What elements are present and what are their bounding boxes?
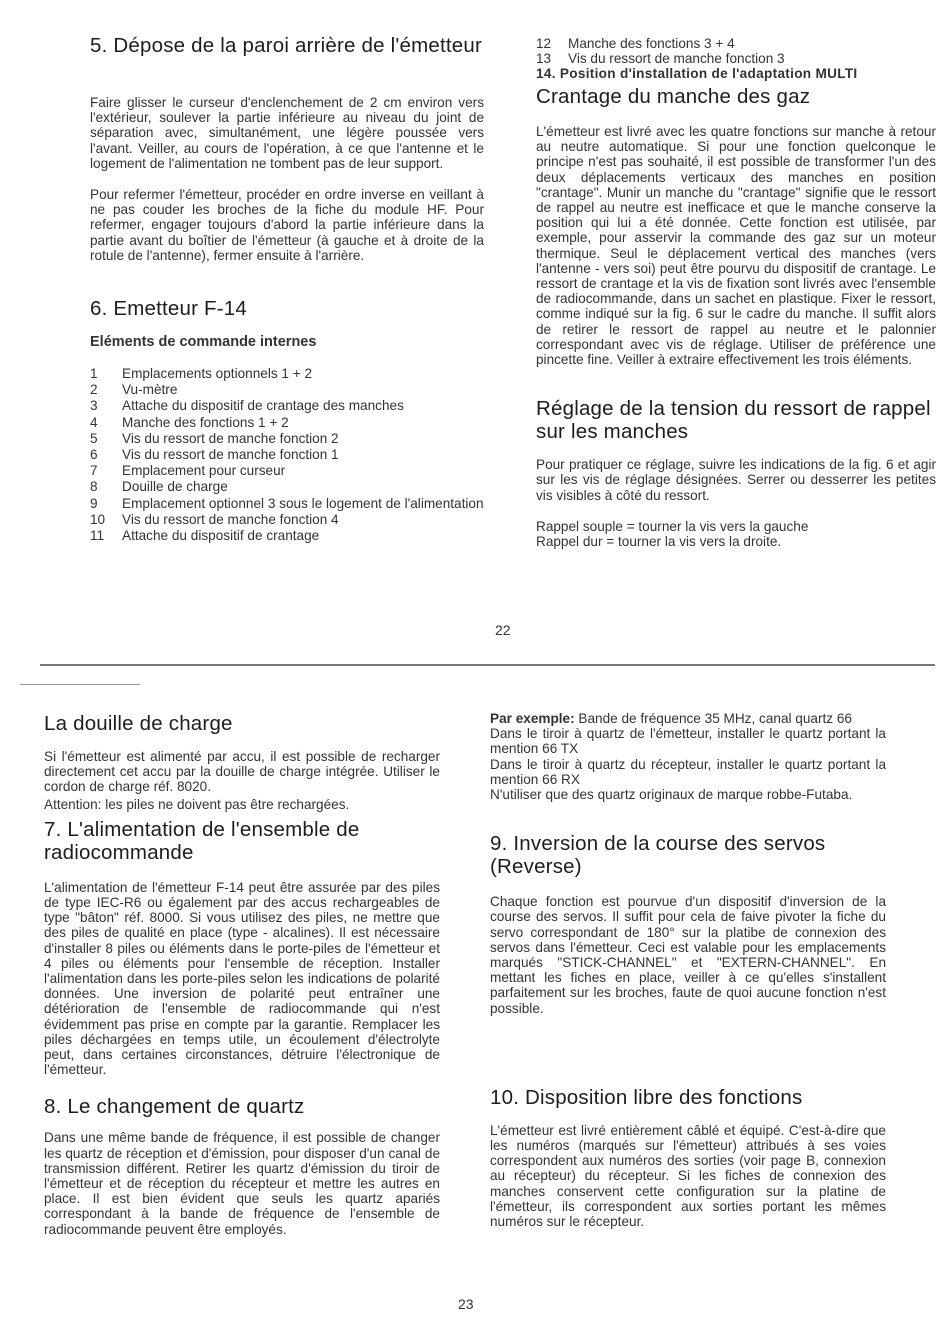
reglage-hard: Rappel dur = tourner la vis vers la droite. <box>536 534 782 550</box>
list-item <box>90 496 484 512</box>
list-item-number: 4 <box>90 414 98 430</box>
crantage-title: Crantage du manche des gaz <box>536 85 811 108</box>
list-item-text: Vis du ressort de manche fonction 1 <box>122 447 339 463</box>
list-item-text: Manche des fonctions 3 + 4 <box>568 36 735 51</box>
list-item-number: 13 <box>536 51 552 66</box>
list-item-number: 9 <box>90 495 98 511</box>
list-item-text: Emplacement pour curseur <box>122 463 286 479</box>
section-6-subtitle: Eléments de commande internes <box>90 334 317 351</box>
list-item <box>90 366 484 382</box>
internal-controls-list-continued <box>536 36 936 66</box>
section-5-paragraph-1: Faire glisser le curseur d'enclenchement de 2 cm environ vers l'extérieur, soulever la partie inférieure au niveau du joint de séparation avec, simultanément, une légère poussée vers l'avant. Veiller, au cours de l'opération, à ce que l'antenne et le logement de l'alimentation ne tombent pas de leur support. <box>90 95 484 171</box>
item-14-heading: 14. Position d'installation de l'adaptation MULTI <box>536 66 858 81</box>
list-item <box>90 398 484 414</box>
section-8-title: 8. Le changement de quartz <box>44 1095 305 1119</box>
list-item-text: Emplacements optionnels 1 + 2 <box>122 366 313 382</box>
section-8-paragraph: Dans une même bande de fréquence, il est possible de changer les quartz de réception et d'émission, pour disposer d'un canal de transmission différent. Retirer les quartz d'émission du tiroir de l'émetteur et de réception du récepteur et mettre les autres en place. Il est bien évident que seuls les quartz apariés correspondant à la bande de fréquence de l'ensemble de radiocommande peuvent être employés. <box>44 1130 440 1237</box>
list-item-text: Attache du dispositif de crantage des manches <box>122 398 404 414</box>
list-item-number: 8 <box>90 479 98 495</box>
list-item-text: Douille de charge <box>122 479 228 495</box>
list-item-number: 3 <box>90 398 98 414</box>
bottom-right-column <box>490 711 886 1229</box>
internal-controls-list <box>90 366 484 544</box>
list-item-text: Vis du ressort de manche fonction 3 <box>568 51 785 66</box>
reglage-soft: Rappel souple = tourner la vis vers la gauche <box>536 518 809 534</box>
top-left-column <box>90 34 484 544</box>
douille-attention: Attention: les piles ne doivent pas être rechargées. <box>44 796 350 812</box>
example-label: Par exemple: <box>490 711 575 726</box>
example-line-2: Dans le tiroir à quartz de l'émetteur, installer le quartz portant la mention 66 TX <box>490 726 886 757</box>
list-item-number: 1 <box>90 366 98 382</box>
list-item <box>90 431 484 447</box>
list-item-text: Manche des fonctions 1 + 2 <box>122 414 289 430</box>
section-5-paragraph-2: Pour refermer l'émetteur, procéder en ordre inverse en veillant à ne pas couder les broches de la fiche du module HF. Pour refermer, engager toujours d'abord la partie inférieure dans la partie avant du boîtier de l'émetteur (à gauche et à droite de la rotule de l'antenne), fermer ensuite à l'arrière. <box>90 187 484 263</box>
list-item <box>90 512 484 528</box>
crantage-paragraph: L'émetteur est livré avec les quatre fonctions sur manche à retour au neutre automatique. Si pour une fonction quelconque le principe n'est pas souhaité, il est possible de transformer l'un des deux déplacements verticaux des manches en position "crantage". Munir un manche du "crantage" signifie que le ressort de rappel au neutre est inefficace et que le manche conserve la position qui lui a été donnée. Cette fonction est utilisée, par exemple, pour asservir la commande des gaz sur un moteur thermique. Seul le déplacement vertical des manches (vers l'antenne - vers soi) peut être pourvu du dispositif de crantage. Le ressort de crantage et la vis de fixation sont livrés avec l'ensemble de radiocommande, dans un sachet en plastique. Fixer le ressort, comme indiqué sur la fig. 6 sur le cadre du manche. Il suffit alors de retirer le ressort de rappel au neutre et le palonnier correspondant avec vis de réglage. Utiliser de préférence une pincette fine. Veiller à extraire effectivement les trois éléments. <box>536 124 936 368</box>
section-9-paragraph: Chaque fonction est pourvue d'un dispositif d'inversion de la course des servos. Il suffit pour cela de faive pivoter la fiche du servo correspondant de 180° sur la platibe de connexion des servos dans l'émetteur. Ceci est valable pour les emplacements marqués "STICK-CHANNEL" et "EXTERN-CHANNEL". En mettant les fiches en place, veiller à ce qu'elles s'installent parfaitement sur les broches, faute de quoi aucune fonction n'est possible. <box>490 894 886 1016</box>
list-item <box>536 51 936 66</box>
list-item-text: Vis du ressort de manche fonction 2 <box>122 430 339 446</box>
example-line-1 <box>490 711 886 726</box>
section-7-title: 7. L'alimentation de l'ensemble de radiocommande <box>44 817 360 864</box>
list-item <box>536 36 936 51</box>
page-divider <box>40 664 935 666</box>
list-item-text: Attache du dispositif de crantage <box>122 528 320 544</box>
example-text: Bande de fréquence 35 MHz, canal quartz 66 <box>574 711 852 726</box>
douille-paragraph: Si l'émetteur est alimenté par accu, il est possible de recharger directement cet accu par la douille de charge intégrée. Utiliser le cordon de charge réf. 8020. <box>44 749 440 795</box>
list-item <box>90 463 484 479</box>
list-item <box>90 382 484 398</box>
list-item-number: 12 <box>536 36 552 51</box>
section-9-title: 9. Inversion de la course des servos (Reverse) <box>490 832 826 879</box>
section-10-title: 10. Disposition libre des fonctions <box>490 1085 803 1109</box>
list-item <box>90 447 484 463</box>
list-item-number: 11 <box>90 528 105 544</box>
reglage-paragraph: Pour pratiquer ce réglage, suivre les indications de la fig. 6 et agir sur les vis de réglage désignées. Serrer ou desserrer les petites vis visibles à côté du ressort. <box>536 457 936 503</box>
list-item-number: 6 <box>90 447 98 463</box>
list-item-number: 10 <box>90 511 106 527</box>
list-item-text: Emplacement optionnel 3 sous le logement de l'alimentation <box>122 495 484 511</box>
page-number-23: 23 <box>458 1296 474 1312</box>
example-line-3: Dans le tiroir à quartz du récepteur, installer le quartz portant la mention 66 RX <box>490 756 886 787</box>
example-line-4: N'utiliser que des quartz originaux de marque robbe-Futaba. <box>490 787 853 803</box>
section-6-title: 6. Emetteur F-14 <box>90 297 248 321</box>
section-5-title: 5. Dépose de la paroi arrière de l'émetteur <box>90 34 482 57</box>
list-item <box>90 415 484 431</box>
list-item-text: Vu-mètre <box>122 382 178 398</box>
list-item-number: 7 <box>90 463 98 479</box>
section-10-paragraph: L'émetteur est livré entièrement câblé et équipé. C'est-à-dire que les numéros (marqués sur l'émetteur) attribués à ses voies correspondent aux numéros des sorties (voir page B, connexion au récepteur) du récepteur. Si les fiches de connexion des manches conservent cette configuration sur la platine de l'émetteur, ils correspondent aux sorties portant les mêmes numéros sur le récepteur. <box>490 1122 886 1230</box>
page-number-22: 22 <box>495 622 511 638</box>
list-item-number: 5 <box>90 430 98 446</box>
list-item-text: Vis du ressort de manche fonction 4 <box>122 511 339 527</box>
list-item-number: 2 <box>90 382 98 398</box>
douille-title: La douille de charge <box>44 712 233 735</box>
top-right-column <box>536 36 936 549</box>
list-item <box>90 479 484 495</box>
bottom-left-column <box>44 712 440 1237</box>
reglage-title: Réglage de la tension du ressort de rappel sur les manches <box>536 397 931 444</box>
section-7-paragraph: L'alimentation de l'émetteur F-14 peut être assurée par des piles de type IEC-R6 ou également par des accus rechargeables de type "bâton" réf. 8000. Si vous utilisez des piles, ne mettre que des piles de qualité en place (type - alcalines). Il est nécessaire d'installer 8 piles ou éléments dans le porte-piles de l'émetteur et 4 piles ou éléments pour l'ensemble de réception. Installer l'alimentation dans les porte-piles selon les indications de polarité données. Une inversion de polarité peut entraîner une détérioration de l'ensemble de radiocommande qui n'est évidemment pas prise en compte par la garantie. Remplacer les piles déchargées en temps utile, un écoulement d'électrolyte peut, dans certaines circonstances, détruire l'électronique de l'émetteur. <box>44 879 440 1078</box>
list-item <box>90 528 484 544</box>
page-divider-secondary <box>20 684 140 685</box>
